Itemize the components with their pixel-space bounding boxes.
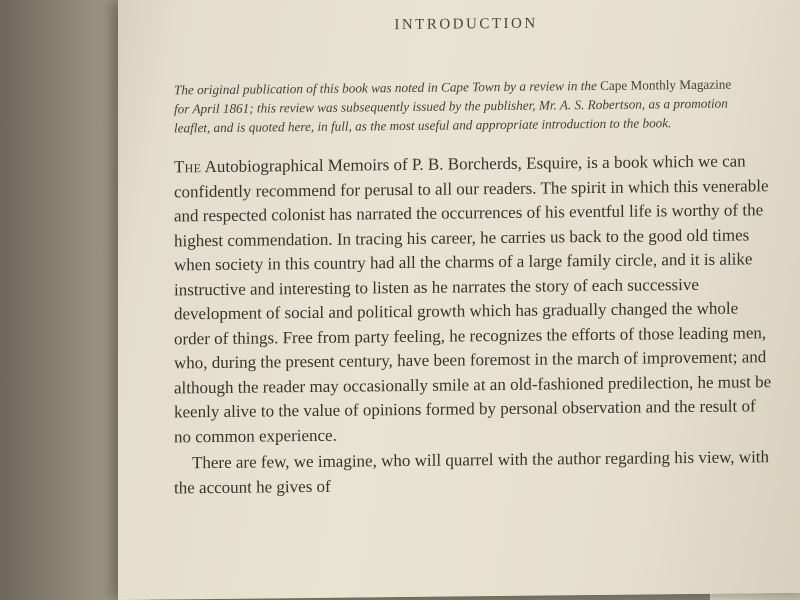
paragraph-2: There are few, we imagine, who will quarrel with the author regarding his view, with the account he gives of [174, 447, 770, 497]
introductory-note [174, 75, 734, 138]
page-title: INTRODUCTION [394, 15, 538, 34]
book-page [118, 0, 800, 600]
body-text [174, 149, 774, 500]
note-text-part2: for April 1861; this review was subsequently issued by the publisher, Mr. A. S. Robertson, as a promotion leaflet, and is quoted here, in full, as the most useful and appropriate introduction to the book. [174, 95, 728, 136]
paragraph-1-lead-word: The [174, 157, 202, 177]
paragraph-1 [174, 149, 774, 449]
note-text-part1: The original publication of this book was noted in Cape Town by a review in the [174, 77, 601, 98]
note-magazine-title: Cape Monthly Magazine [600, 76, 732, 93]
paragraph-1-text: Autobiographical Memoirs of P. B. Borcherds, Esquire, is a book which we can confidently recommend for perusal to all our readers. The spirit in which this venerable and respected colonist has narrated the occurrences of his eventful life is worthy of the highest commendation. In tracing his career, he carries us back to the good old times when society in this country had all the charms of a large family circle, and it is alike instructive and interesting to listen as he narrates the story of each successive development of social and political growth which has gradually changed the whole order of things. Free from party feeling, he recognizes the efforts of those leading men, who, during the present century, have been foremost in the march of improvement; and although the reader may occasionally smile at an old-fashioned predilection, he must be keenly alive to the value of opinions formed by personal observation and the result of no common experience. [174, 151, 772, 446]
page-content [156, 7, 772, 500]
